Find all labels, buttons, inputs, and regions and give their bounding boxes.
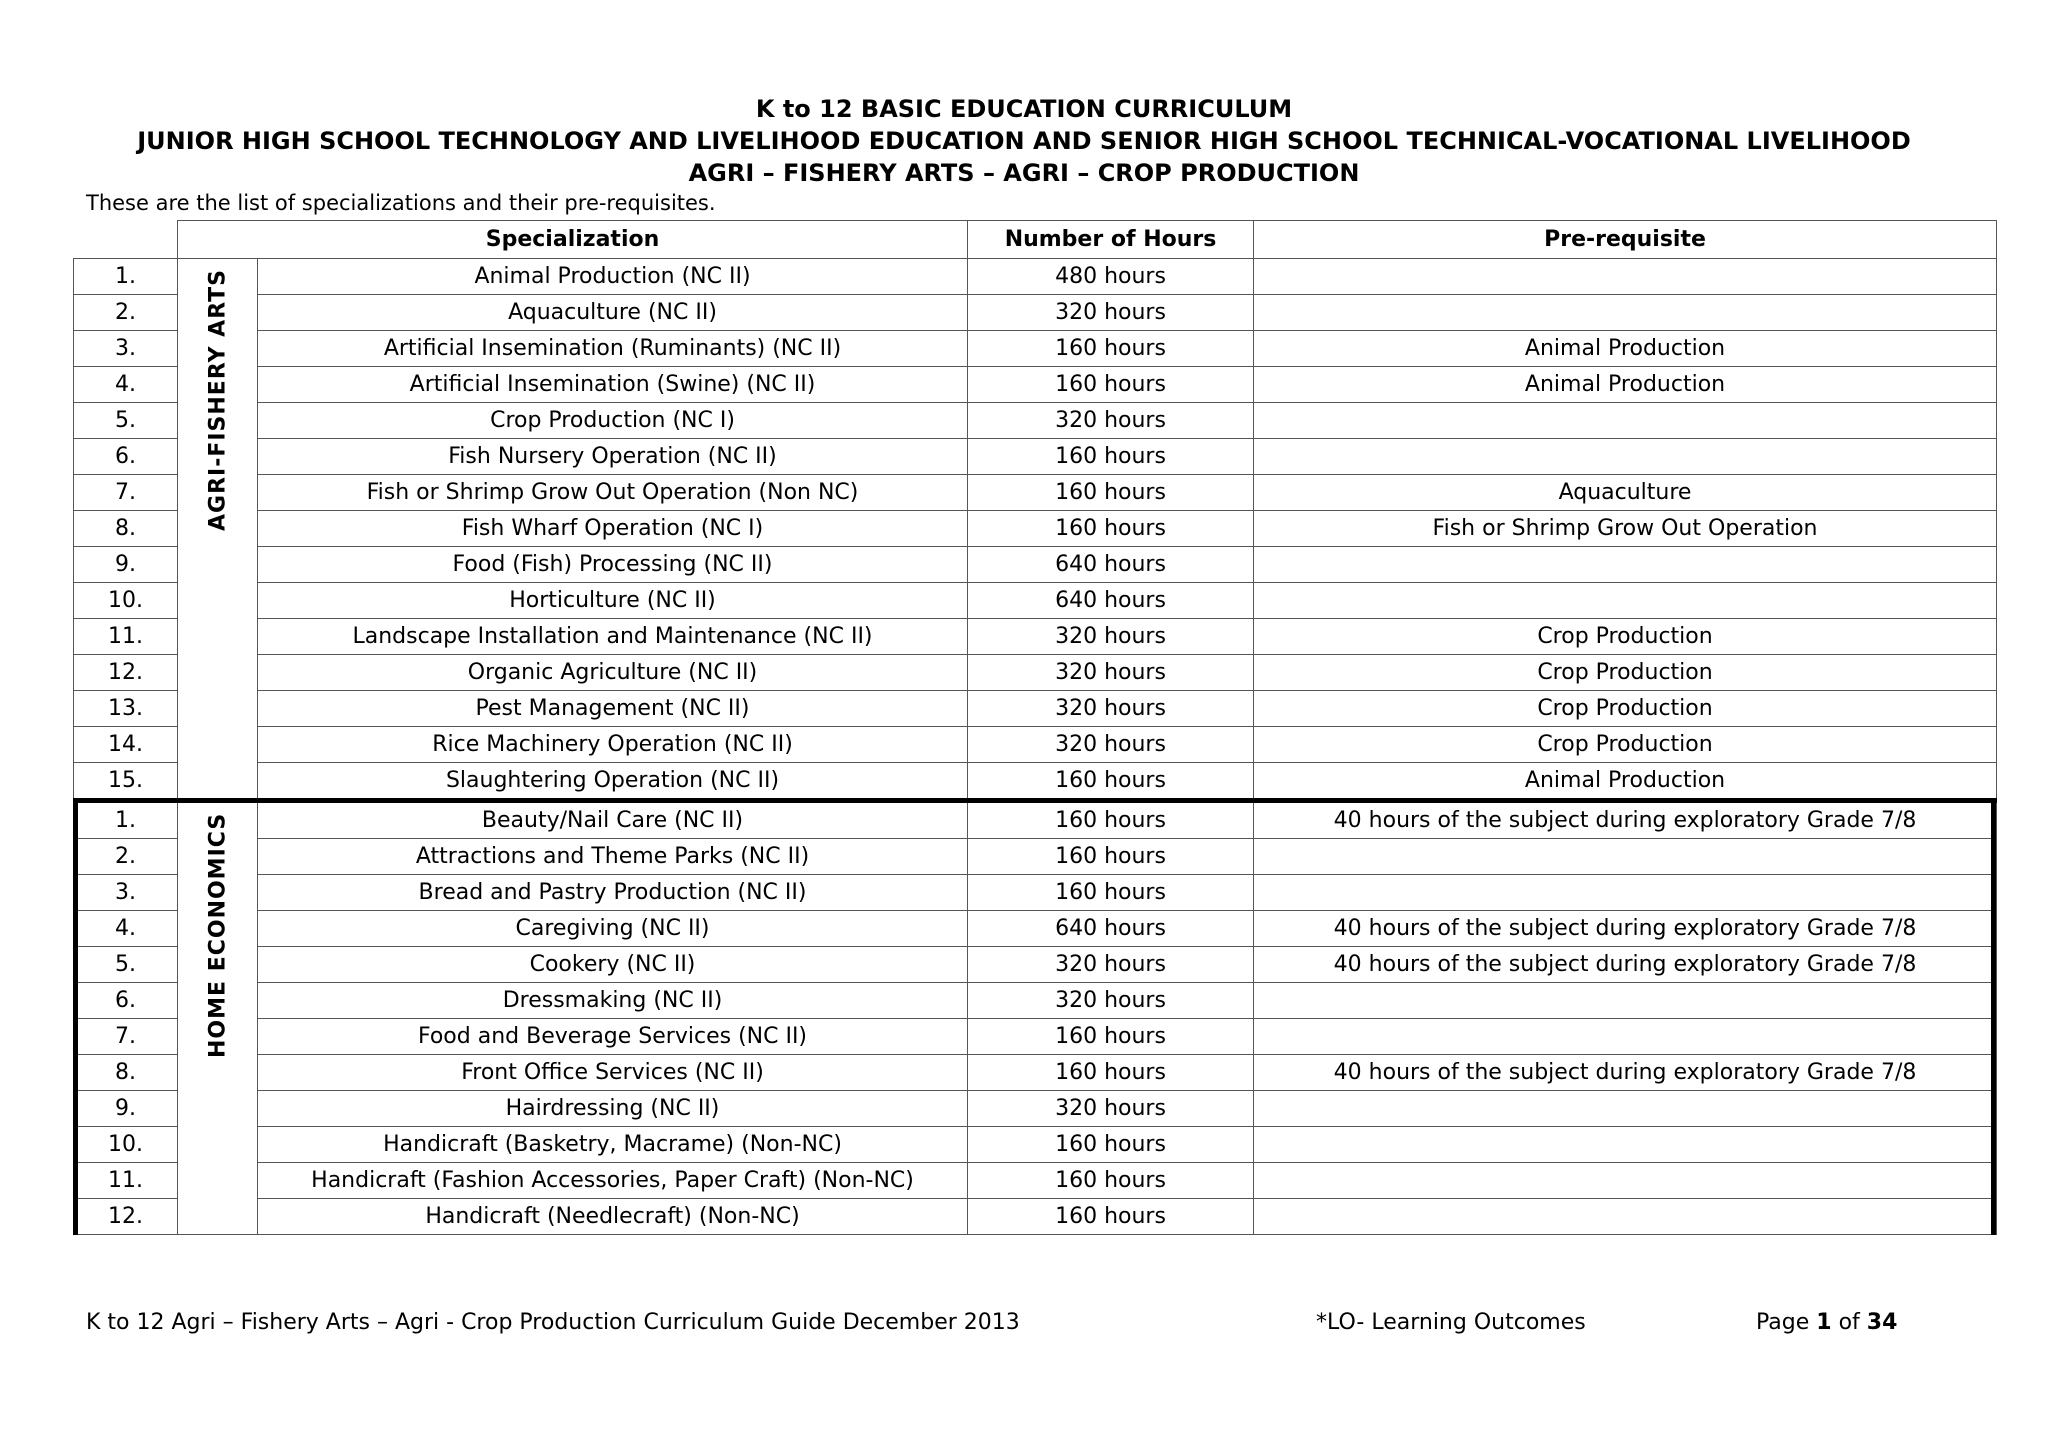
row-number: 6. [74, 439, 178, 475]
table-row [74, 331, 1997, 367]
table-row [74, 1127, 1997, 1163]
page-total: 34 [1866, 1310, 1898, 1335]
category-cell [178, 259, 258, 801]
prereq-cell [1254, 295, 1997, 331]
category-label: HOME ECONOMICS [205, 812, 230, 1058]
row-number: 14. [74, 727, 178, 763]
row-number: 8. [74, 1055, 178, 1091]
row-number: 8. [74, 511, 178, 547]
hours-cell: 320 hours [968, 619, 1254, 655]
row-number: 7. [74, 1019, 178, 1055]
title-line-2: JUNIOR HIGH SCHOOL TECHNOLOGY AND LIVELIHOOD EDUCATION AND SENIOR HIGH SCHOOL TECHNICAL-VOCATIONAL LIVELIHOOD [137, 127, 1911, 155]
specialization-cell: Food and Beverage Services (NC II) [258, 1019, 968, 1055]
table-row [74, 403, 1997, 439]
intro-text: These are the list of specializations and their pre-requisites. [86, 191, 716, 215]
row-number: 10. [74, 583, 178, 619]
category-label: AGRI-FISHERY ARTS [205, 269, 230, 531]
hours-cell: 160 hours [968, 1019, 1254, 1055]
specialization-cell: Beauty/Nail Care (NC II) [258, 801, 968, 839]
table-row [74, 475, 1997, 511]
hours-cell: 320 hours [968, 691, 1254, 727]
hours-cell: 320 hours [968, 983, 1254, 1019]
prereq-cell: 40 hours of the subject during exploratory Grade 7/8 [1254, 911, 1997, 947]
prereq-cell: Crop Production [1254, 619, 1997, 655]
prereq-cell [1254, 1199, 1997, 1235]
specialization-cell: Cookery (NC II) [258, 947, 968, 983]
specialization-cell: Dressmaking (NC II) [258, 983, 968, 1019]
header-hours: Number of Hours [968, 221, 1254, 259]
table-row [74, 1091, 1997, 1127]
table-row [74, 1163, 1997, 1199]
hours-cell: 320 hours [968, 403, 1254, 439]
hours-cell: 160 hours [968, 875, 1254, 911]
category-cell [178, 801, 258, 1235]
hours-cell: 640 hours [968, 547, 1254, 583]
hours-cell: 160 hours [968, 511, 1254, 547]
prereq-cell: Crop Production [1254, 691, 1997, 727]
table-body [74, 259, 1997, 1235]
row-number: 4. [74, 367, 178, 403]
specialization-cell: Food (Fish) Processing (NC II) [258, 547, 968, 583]
hours-cell: 160 hours [968, 1055, 1254, 1091]
row-number: 15. [74, 763, 178, 801]
specialization-cell: Organic Agriculture (NC II) [258, 655, 968, 691]
prereq-cell: Animal Production [1254, 367, 1997, 403]
row-number: 13. [74, 691, 178, 727]
page-number: 1 [1816, 1310, 1832, 1335]
hours-cell: 160 hours [968, 763, 1254, 801]
specialization-cell: Fish or Shrimp Grow Out Operation (Non NC) [258, 475, 968, 511]
table-row [74, 911, 1997, 947]
specialization-cell: Handicraft (Basketry, Macrame) (Non-NC) [258, 1127, 968, 1163]
specialization-cell: Fish Wharf Operation (NC I) [258, 511, 968, 547]
row-number: 11. [74, 1163, 178, 1199]
page-indicator [1756, 1310, 1897, 1335]
prereq-cell: Crop Production [1254, 655, 1997, 691]
prereq-cell [1254, 839, 1997, 875]
specialization-cell: Horticulture (NC II) [258, 583, 968, 619]
row-number: 1. [74, 801, 178, 839]
row-number: 3. [74, 331, 178, 367]
title-line-3: AGRI – FISHERY ARTS – AGRI – CROP PRODUCTION [688, 159, 1360, 187]
prereq-cell [1254, 1163, 1997, 1199]
specialization-cell: Hairdressing (NC II) [258, 1091, 968, 1127]
specialization-cell: Attractions and Theme Parks (NC II) [258, 839, 968, 875]
hours-cell: 160 hours [968, 331, 1254, 367]
row-number: 3. [74, 875, 178, 911]
prereq-cell [1254, 403, 1997, 439]
row-number: 9. [74, 547, 178, 583]
table-row [74, 727, 1997, 763]
row-number: 9. [74, 1091, 178, 1127]
prereq-cell: Fish or Shrimp Grow Out Operation [1254, 511, 1997, 547]
table-row [74, 259, 1997, 295]
table-row [74, 875, 1997, 911]
hours-cell: 320 hours [968, 295, 1254, 331]
prereq-cell [1254, 983, 1997, 1019]
row-number: 7. [74, 475, 178, 511]
prereq-cell [1254, 1019, 1997, 1055]
specialization-cell: Rice Machinery Operation (NC II) [258, 727, 968, 763]
specialization-cell: Caregiving (NC II) [258, 911, 968, 947]
prereq-cell: Aquaculture [1254, 475, 1997, 511]
hours-cell: 160 hours [968, 439, 1254, 475]
document-title [0, 93, 2048, 189]
row-number: 1. [74, 259, 178, 295]
specialization-cell: Handicraft (Fashion Accessories, Paper Craft) (Non-NC) [258, 1163, 968, 1199]
specialization-cell: Crop Production (NC I) [258, 403, 968, 439]
prereq-cell: 40 hours of the subject during exploratory Grade 7/8 [1254, 1055, 1997, 1091]
prereq-cell: 40 hours of the subject during exploratory Grade 7/8 [1254, 801, 1997, 839]
table-row [74, 367, 1997, 403]
hours-cell: 160 hours [968, 475, 1254, 511]
row-number: 10. [74, 1127, 178, 1163]
table-row [74, 511, 1997, 547]
table-row [74, 583, 1997, 619]
table-row [74, 947, 1997, 983]
row-number: 12. [74, 655, 178, 691]
specialization-cell: Animal Production (NC II) [258, 259, 968, 295]
page-of: of [1831, 1310, 1867, 1335]
page-prefix: Page [1756, 1310, 1817, 1335]
prereq-cell [1254, 1127, 1997, 1163]
table-row [74, 547, 1997, 583]
title-line-1: K to 12 BASIC EDUCATION CURRICULUM [755, 95, 1293, 123]
prereq-cell [1254, 875, 1997, 911]
row-number: 11. [74, 619, 178, 655]
table-row [74, 763, 1997, 801]
row-number: 5. [74, 403, 178, 439]
specialization-cell: Landscape Installation and Maintenance (NC II) [258, 619, 968, 655]
table-row [74, 983, 1997, 1019]
row-number: 5. [74, 947, 178, 983]
hours-cell: 640 hours [968, 911, 1254, 947]
hours-cell: 160 hours [968, 367, 1254, 403]
prereq-cell: 40 hours of the subject during exploratory Grade 7/8 [1254, 947, 1997, 983]
row-number: 12. [74, 1199, 178, 1235]
row-number: 4. [74, 911, 178, 947]
hours-cell: 160 hours [968, 1199, 1254, 1235]
prereq-cell [1254, 259, 1997, 295]
prereq-cell [1254, 583, 1997, 619]
specialization-cell: Fish Nursery Operation (NC II) [258, 439, 968, 475]
footer-left: K to 12 Agri – Fishery Arts – Agri - Crop Production Curriculum Guide December 2013 [86, 1310, 1020, 1335]
table-row [74, 295, 1997, 331]
table-row [74, 439, 1997, 475]
prereq-cell: Animal Production [1254, 763, 1997, 801]
table-header-row [74, 221, 1997, 259]
hours-cell: 320 hours [968, 947, 1254, 983]
specialization-cell: Pest Management (NC II) [258, 691, 968, 727]
specialization-cell: Slaughtering Operation (NC II) [258, 763, 968, 801]
table-row [74, 691, 1997, 727]
table-row [74, 1199, 1997, 1235]
table-row [74, 839, 1997, 875]
hours-cell: 320 hours [968, 727, 1254, 763]
hours-cell: 640 hours [968, 583, 1254, 619]
header-blank [74, 221, 178, 259]
prereq-cell [1254, 1091, 1997, 1127]
hours-cell: 480 hours [968, 259, 1254, 295]
table-row [74, 1055, 1997, 1091]
specialization-cell: Handicraft (Needlecraft) (Non-NC) [258, 1199, 968, 1235]
hours-cell: 320 hours [968, 1091, 1254, 1127]
specialization-cell: Aquaculture (NC II) [258, 295, 968, 331]
specialization-cell: Bread and Pastry Production (NC II) [258, 875, 968, 911]
hours-cell: 160 hours [968, 1163, 1254, 1199]
prereq-cell: Animal Production [1254, 331, 1997, 367]
hours-cell: 160 hours [968, 839, 1254, 875]
row-number: 2. [74, 295, 178, 331]
table-row [74, 619, 1997, 655]
prereq-cell [1254, 439, 1997, 475]
specialization-table [73, 220, 1997, 1235]
row-number: 2. [74, 839, 178, 875]
table-row [74, 655, 1997, 691]
prereq-cell [1254, 547, 1997, 583]
table-row [74, 801, 1997, 839]
prereq-cell: Crop Production [1254, 727, 1997, 763]
header-specialization: Specialization [178, 221, 968, 259]
specialization-cell: Front Office Services (NC II) [258, 1055, 968, 1091]
row-number: 6. [74, 983, 178, 1019]
specialization-cell: Artificial Insemination (Ruminants) (NC II) [258, 331, 968, 367]
specialization-cell: Artificial Insemination (Swine) (NC II) [258, 367, 968, 403]
hours-cell: 160 hours [968, 801, 1254, 839]
table-row [74, 1019, 1997, 1055]
footer-note: *LO- Learning Outcomes [1316, 1310, 1586, 1335]
header-prereq: Pre-requisite [1254, 221, 1997, 259]
hours-cell: 160 hours [968, 1127, 1254, 1163]
hours-cell: 320 hours [968, 655, 1254, 691]
